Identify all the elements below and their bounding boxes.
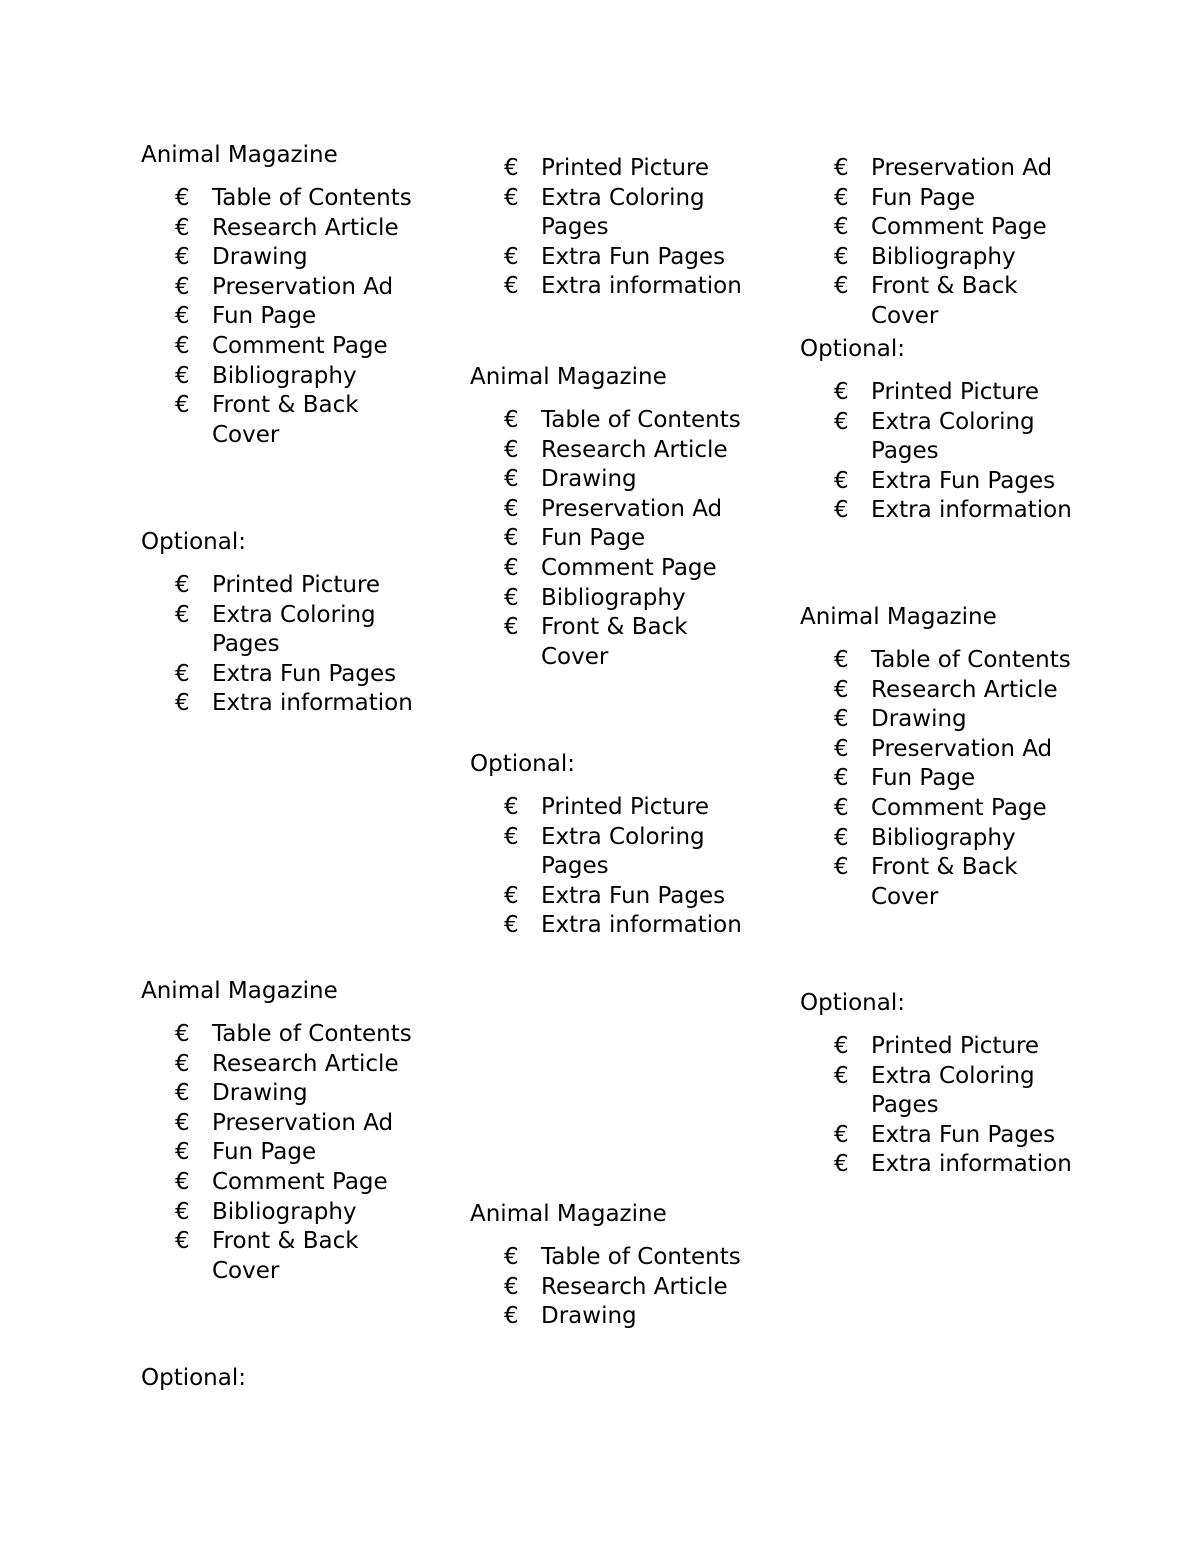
list-item-text: Fun Page [871,184,976,211]
euro-bullet-icon: € [504,407,519,433]
list-item-text: Extra Coloring Pages [541,823,705,880]
list-item [470,613,756,672]
list-item-text: Drawing [212,244,308,271]
euro-bullet-icon: € [175,601,190,628]
list-item-text: Table of Contents [541,407,741,433]
list-item [800,764,1086,794]
list-item [800,676,1086,706]
list-item-text: Extra Coloring Pages [871,1062,1035,1119]
list-item-text: Printed Picture [212,572,381,598]
section-heading: Animal Magazine [470,1201,667,1227]
bullet-list [141,1020,471,1286]
list-item [141,1050,427,1080]
list-item-text: Fun Page [212,303,317,330]
list-item [470,436,756,466]
list-item [800,243,1086,273]
list-item [141,332,427,362]
euro-bullet-icon: € [175,1080,190,1107]
euro-bullet-icon: € [175,1168,190,1195]
list-item [141,1079,427,1109]
list-item [470,882,756,912]
continuation-spacer [800,110,1130,140]
list-item-text: Extra Coloring Pages [541,184,705,241]
list-item-text: Research Article [541,436,728,463]
euro-bullet-icon: € [834,1121,849,1148]
list-item-text: Comment Page [541,554,717,581]
list-item-text: Preservation Ad [212,1109,394,1136]
section-block [800,988,1130,1196]
euro-bullet-icon: € [504,882,519,909]
list-item-text: Table of Contents [541,1244,741,1270]
section-heading: Animal Magazine [800,604,997,630]
list-item-text: Research Article [541,1273,728,1300]
list-item [800,213,1086,243]
euro-bullet-icon: € [504,466,519,493]
euro-bullet-icon: € [834,1062,849,1089]
list-item [141,1138,427,1168]
list-item-text: Front & Back Cover [212,1228,359,1284]
list-item [141,1020,427,1050]
list-item [800,378,1086,408]
euro-bullet-icon: € [834,379,849,405]
list-item-text: Bibliography [541,584,686,611]
list-item [800,1032,1086,1062]
euro-bullet-icon: € [175,660,190,687]
euro-bullet-icon: € [504,273,519,300]
list-item [470,1273,756,1303]
bullet-list [800,1032,1130,1180]
euro-bullet-icon: € [834,155,849,181]
euro-bullet-icon: € [834,676,849,703]
list-item-text: Extra Fun Pages [541,243,726,270]
section-heading: Animal Magazine [141,142,338,168]
optional-heading: Optional: [800,336,905,362]
list-item [470,911,756,941]
list-item-text: Bibliography [212,1198,357,1225]
list-item [470,272,756,302]
list-item [800,705,1086,735]
section-block [800,334,1130,542]
list-item-text: Preservation Ad [871,155,1053,181]
list-item [800,1121,1086,1151]
list-item-text: Comment Page [871,214,1047,241]
list-item-text: Front & Back Cover [212,392,359,448]
list-item-text: Research Article [212,1050,399,1077]
euro-bullet-icon: € [504,525,519,552]
euro-bullet-icon: € [175,214,190,241]
euro-bullet-icon: € [504,1244,519,1270]
euro-bullet-icon: € [834,824,849,851]
list-item [800,272,1086,331]
list-item [470,184,756,243]
euro-bullet-icon: € [834,184,849,211]
euro-bullet-icon: € [175,690,190,717]
section-block [470,749,800,957]
list-item-text: Front & Back Cover [541,614,688,670]
list-item [800,853,1086,912]
list-item-text: Extra Coloring Pages [212,601,376,658]
list-item-text: Fun Page [541,525,646,552]
list-item-text: Extra Fun Pages [871,467,1056,494]
euro-bullet-icon: € [175,1050,190,1077]
euro-bullet-icon: € [175,332,190,359]
list-item-text: Front & Back Cover [871,854,1018,910]
euro-bullet-icon: € [834,408,849,435]
list-item [800,154,1086,184]
section-block [800,602,1130,928]
list-item-text: Extra information [541,273,742,300]
list-item [800,794,1086,824]
bullet-list [141,571,471,719]
euro-bullet-icon: € [175,244,190,271]
list-item [141,214,427,244]
euro-bullet-icon: € [504,584,519,611]
section-block [470,362,800,688]
euro-bullet-icon: € [175,572,190,598]
euro-bullet-icon: € [834,765,849,792]
bullet-list [800,154,1130,332]
list-item [470,823,756,882]
list-item-text: Preservation Ad [871,735,1053,762]
list-item-text: Printed Picture [871,379,1040,405]
optional-heading: Optional: [800,990,905,1016]
euro-bullet-icon: € [834,273,849,300]
section-heading: Animal Magazine [470,364,667,390]
list-item-text: Drawing [541,466,637,493]
list-item [470,584,756,614]
list-item [800,184,1086,214]
list-item [141,273,427,303]
section-block [141,1363,471,1393]
list-item-text: Table of Contents [212,185,412,211]
bullet-list [470,406,800,672]
list-item [141,660,427,690]
euro-bullet-icon: € [175,303,190,330]
list-item-text: Extra Fun Pages [212,660,397,687]
list-item-text: Extra information [541,912,742,939]
euro-bullet-icon: € [175,1021,190,1047]
list-item-text: Extra information [871,1151,1072,1178]
euro-bullet-icon: € [504,614,519,641]
list-item [141,1198,427,1228]
euro-bullet-icon: € [504,912,519,939]
list-item [800,496,1086,526]
list-item [470,465,756,495]
section-block [141,976,471,1302]
bullet-list [470,793,800,941]
list-item-text: Drawing [541,1303,637,1330]
list-item-text: Comment Page [871,794,1047,821]
section-block [141,140,471,466]
list-item-text: Fun Page [212,1139,317,1166]
list-item [470,495,756,525]
euro-bullet-icon: € [504,1273,519,1300]
list-item-text: Extra information [212,690,413,717]
list-item [800,467,1086,497]
list-item [141,1109,427,1139]
list-item [470,154,756,184]
list-item-text: Table of Contents [871,647,1071,673]
list-item [800,1150,1086,1180]
euro-bullet-icon: € [834,497,849,524]
euro-bullet-icon: € [834,647,849,673]
list-item [470,793,756,823]
list-item-text: Printed Picture [871,1033,1040,1059]
list-item-text: Extra Fun Pages [541,882,726,909]
euro-bullet-icon: € [175,1198,190,1225]
list-item-text: Preservation Ad [212,273,394,300]
euro-bullet-icon: € [834,854,849,881]
list-item [470,554,756,584]
list-item [800,646,1086,676]
list-item [800,408,1086,467]
list-item [470,243,756,273]
list-item-text: Bibliography [871,824,1016,851]
continuation-spacer [470,110,800,140]
euro-bullet-icon: € [504,794,519,820]
section-heading: Animal Magazine [141,978,338,1004]
list-item-text: Extra information [871,497,1072,524]
euro-bullet-icon: € [175,1139,190,1166]
euro-bullet-icon: € [175,1228,190,1255]
bullet-list [470,1243,800,1332]
section-block [470,110,800,318]
euro-bullet-icon: € [834,1033,849,1059]
optional-heading: Optional: [141,1365,246,1391]
section-block [141,527,471,735]
list-item [800,824,1086,854]
euro-bullet-icon: € [175,185,190,211]
list-item [470,1243,756,1273]
euro-bullet-icon: € [834,794,849,821]
list-item-text: Preservation Ad [541,495,723,522]
list-item-text: Front & Back Cover [871,273,1018,329]
euro-bullet-icon: € [504,823,519,850]
euro-bullet-icon: € [504,554,519,581]
list-item [800,1062,1086,1121]
list-item-text: Bibliography [212,362,357,389]
section-block [470,1199,800,1348]
euro-bullet-icon: € [834,214,849,241]
list-item [141,184,427,214]
list-item-text: Comment Page [212,332,388,359]
list-item [141,1168,427,1198]
euro-bullet-icon: € [834,735,849,762]
optional-heading: Optional: [470,751,575,777]
list-item-text: Drawing [212,1080,308,1107]
section-block [800,110,1130,348]
list-item [141,571,427,601]
list-item [800,735,1086,765]
list-item [141,1227,427,1286]
list-item-text: Comment Page [212,1168,388,1195]
list-item-text: Extra Coloring Pages [871,408,1035,465]
euro-bullet-icon: € [504,243,519,270]
list-item [141,243,427,273]
list-item [470,524,756,554]
list-item [141,391,427,450]
euro-bullet-icon: € [834,243,849,270]
list-item [470,1302,756,1332]
euro-bullet-icon: € [834,1151,849,1178]
bullet-list [470,154,800,302]
list-item-text: Drawing [871,706,967,733]
list-item [470,406,756,436]
euro-bullet-icon: € [504,184,519,211]
list-item-text: Bibliography [871,243,1016,270]
list-item-text: Table of Contents [212,1021,412,1047]
list-item-text: Research Article [871,676,1058,703]
euro-bullet-icon: € [504,155,519,181]
euro-bullet-icon: € [834,467,849,494]
bullet-list [800,378,1130,526]
list-item-text: Printed Picture [541,794,710,820]
euro-bullet-icon: € [834,706,849,733]
euro-bullet-icon: € [175,362,190,389]
euro-bullet-icon: € [504,436,519,463]
optional-heading: Optional: [141,529,246,555]
list-item [141,302,427,332]
list-item [141,601,427,660]
bullet-list [800,646,1130,912]
euro-bullet-icon: € [504,495,519,522]
list-item-text: Printed Picture [541,155,710,181]
list-item-text: Extra Fun Pages [871,1121,1056,1148]
list-item-text: Fun Page [871,765,976,792]
euro-bullet-icon: € [175,273,190,300]
euro-bullet-icon: € [504,1303,519,1330]
euro-bullet-icon: € [175,1109,190,1136]
euro-bullet-icon: € [175,392,190,419]
list-item [141,362,427,392]
bullet-list [141,184,471,450]
list-item-text: Research Article [212,214,399,241]
list-item [141,689,427,719]
